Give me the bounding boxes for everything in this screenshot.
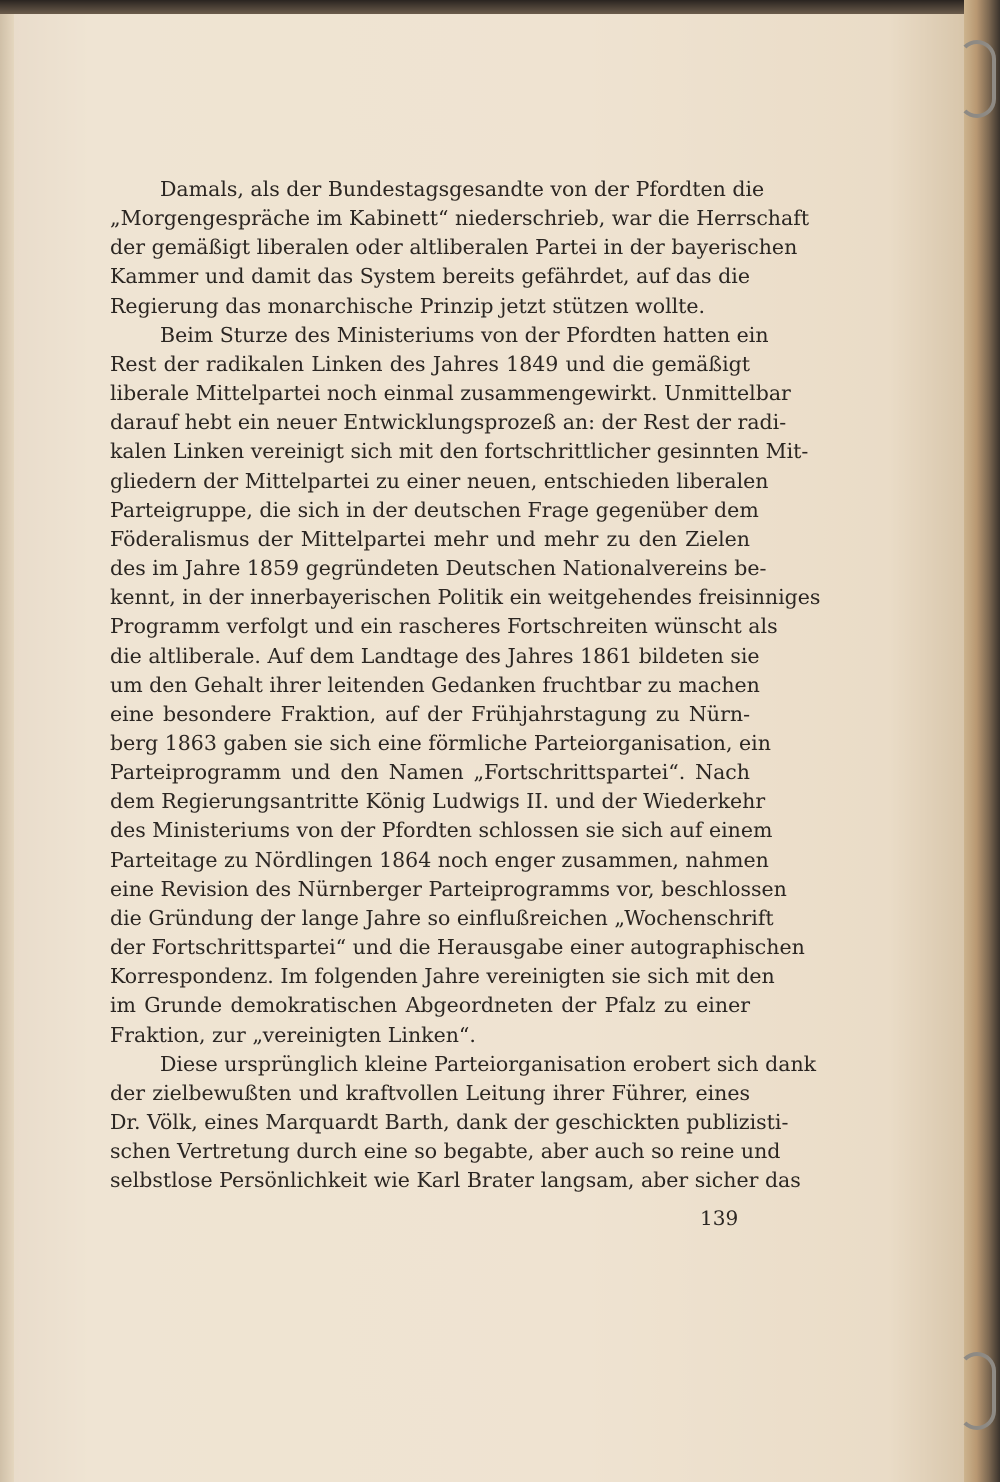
binding-ring-bottom xyxy=(958,1352,996,1430)
text-line: Korrespondenz. Im folgenden Jahre vereinigten sie sich mit den xyxy=(110,964,775,989)
text-line: selbstlose Persönlichkeit wie Karl Brater langsam, aber sicher das xyxy=(110,1168,801,1193)
text-line: Parteitage zu Nördlingen 1864 noch enger zusammen, nahmen xyxy=(110,847,769,872)
paragraph-2 xyxy=(110,321,821,1050)
text-line: kennt, in der innerbayerischen Politik ein weitgehendes freisinniges xyxy=(110,585,821,610)
text-line: um den Gehalt ihrer leitenden Gedanken fruchtbar zu machen xyxy=(110,672,760,697)
top-page-edge xyxy=(0,0,1000,14)
text-line: Dr. Völk, eines Marquardt Barth, dank der geschickten publizisti- xyxy=(110,1110,789,1134)
page-number: 139 xyxy=(700,1206,739,1230)
text-line: Föderalismus der Mittelpartei mehr und mehr zu den Zielen xyxy=(110,526,750,551)
text-line: liberale Mittelpartei noch einmal zusammengewirkt. Unmittelbar xyxy=(110,381,791,406)
text-line: der Fortschrittspartei“ und die Herausgabe einer autographischen xyxy=(110,935,805,960)
text-line: die altliberale. Auf dem Landtage des Jahres 1861 bildeten sie xyxy=(110,643,760,668)
text-line: Parteigruppe, die sich in der deutschen Frage gegenüber dem xyxy=(110,497,759,522)
right-page-edge xyxy=(964,0,1000,1482)
text-line: des Ministeriums von der Pfordten schlossen sie sich auf einem xyxy=(110,818,773,843)
text-line: Damals, als der Bundestagsgesandte von der Pfordten die xyxy=(160,177,765,201)
text-line: der gemäßigt liberalen oder altliberalen Partei in der bayerischen xyxy=(110,235,798,260)
text-line: des im Jahre 1859 gegründeten Deutschen Nationalvereins be- xyxy=(110,556,767,581)
binding-ring-top xyxy=(958,40,996,118)
left-page-edge xyxy=(0,0,14,1482)
text-line: eine Revision des Nürnberger Parteiprogramms vor, beschlossen xyxy=(110,876,787,901)
text-line: schen Vertretung durch eine so begabte, aber auch so reine und xyxy=(110,1139,781,1164)
text-line: berg 1863 gaben sie sich eine förmliche Parteiorganisation, ein xyxy=(110,730,771,755)
text-line: der zielbewußten und kraftvollen Leitung ihrer Führer, eines xyxy=(110,1080,750,1105)
paragraph-1 xyxy=(110,175,810,321)
text-line: Diese ursprünglich kleine Parteiorganisation erobert sich dank xyxy=(160,1051,817,1076)
text-line: Beim Sturze des Ministeriums von der Pfordten hatten ein xyxy=(160,322,769,347)
text-line: darauf hebt ein neuer Entwicklungsprozeß an: der Rest der radi- xyxy=(110,410,787,435)
text-line: eine besondere Fraktion, auf der Frühjahrstagung zu Nürn- xyxy=(110,701,750,726)
paragraph-3 xyxy=(110,1050,817,1196)
text-line: Fraktion, zur „vereinigten Linken“. xyxy=(110,1022,476,1047)
text-line: Programm verfolgt und ein rascheres Fortschreiten wünscht als xyxy=(110,614,778,639)
body-text xyxy=(110,175,821,1195)
text-line: dem Regierungsantritte König Ludwigs II. und der Wiederkehr xyxy=(110,789,766,814)
text-line: Regierung das monarchische Prinzip jetzt stützen wollte. xyxy=(110,293,706,318)
text-line: die Gründung der lange Jahre so einflußreichen „Wochenschrift xyxy=(110,905,774,930)
text-line: Rest der radikalen Linken des Jahres 1849 und die gemäßigt xyxy=(110,351,750,376)
text-line: „Morgengespräche im Kabinett“ niederschrieb, war die Herrschaft xyxy=(110,206,810,231)
text-line: kalen Linken vereinigt sich mit den fortschrittlicher gesinnten Mit- xyxy=(110,439,809,464)
text-line: Parteiprogramm und den Namen „Fortschrittspartei“. Nach xyxy=(110,760,750,785)
text-line: Kammer und damit das System bereits gefährdet, auf das die xyxy=(110,264,750,289)
text-line: im Grunde demokratischen Abgeordneten der Pfalz zu einer xyxy=(110,993,750,1018)
text-line: gliedern der Mittelpartei zu einer neuen, entschieden liberalen xyxy=(110,468,769,493)
